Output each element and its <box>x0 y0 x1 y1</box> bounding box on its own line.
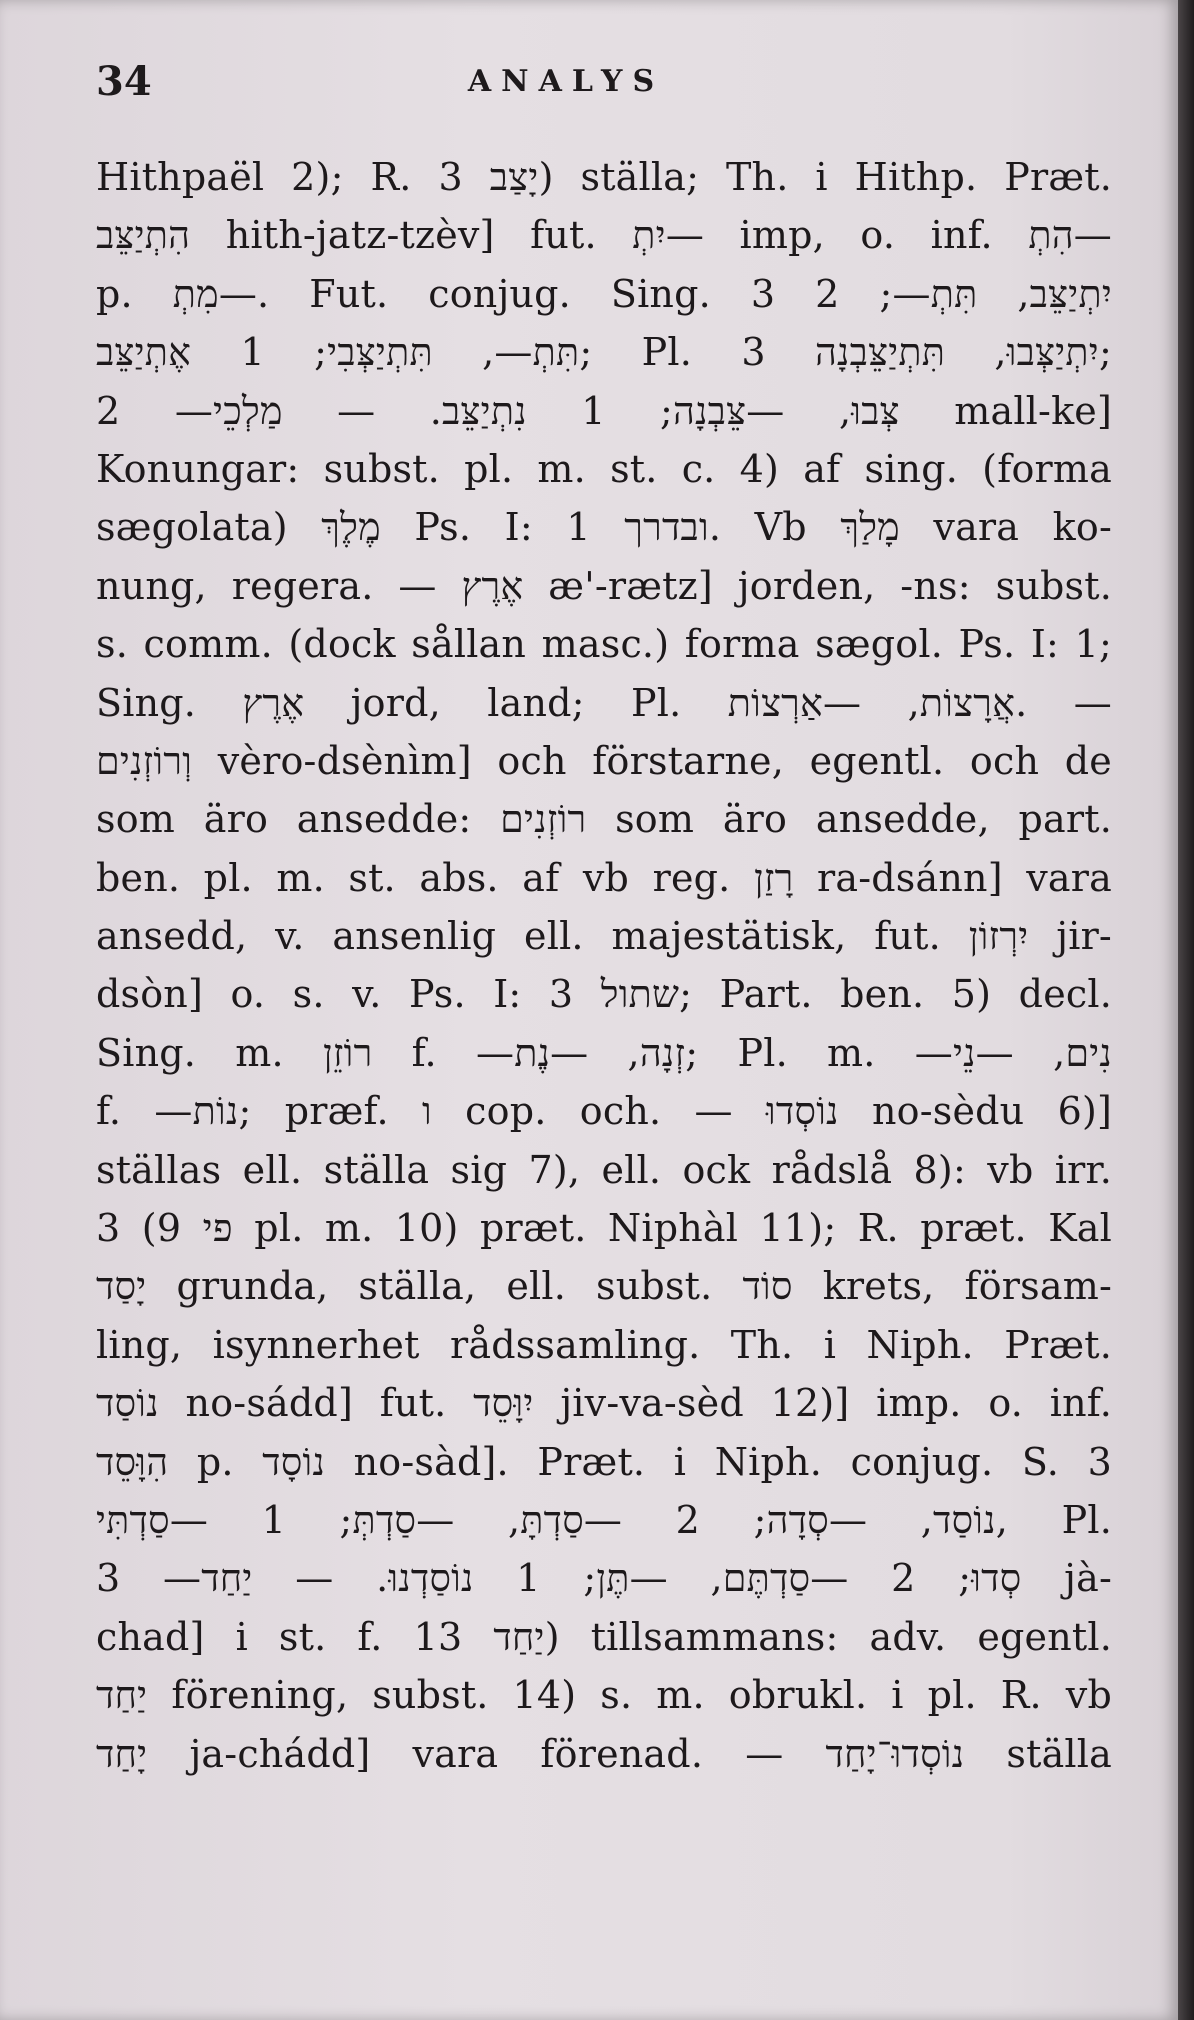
text-line: nung, regera. — אֶרֶץ æ'-rætz] jorden, -ns: subst. <box>96 563 1112 608</box>
text-line: Sing. m. רוֹזֵן f. —זְנָה, —נֶת; Pl. m. —נִים, —נֵי <box>96 1030 1112 1075</box>
text-line: ställas ell. ställa sig 7), ell. ock rådslå 8): vb irr. <box>96 1147 1112 1192</box>
text-line: ben. pl. m. st. abs. af vb reg. רָזַן ra-dsánn] vara <box>96 855 1112 900</box>
text-line: p. מִתְ—. Fut. conjug. Sing. 3 יִתְיַצֵּב, תִּתְ—; 2 <box>96 271 1112 316</box>
text-line: תִּתְ—, תִּתְיַצְּבִי; 1 אֶתְיַצֵּב; Pl. 3 יִתְיַצְּבוּ, תִּתְיַצֵּבְנָה; <box>96 330 1112 375</box>
text-line: פי 9) 3 pl. m. 10) præt. Niphàl 11); R. præt. Kal <box>96 1206 1112 1251</box>
page-number: 34 <box>96 58 152 105</box>
running-head <box>96 58 1116 108</box>
text-line: chad] i st. f. יַחַד 13) tillsammans: adv. egentl. <box>96 1614 1112 1659</box>
text-line: יַחַד förening, subst. 14) s. m. obrukl. i pl. R. vb <box>96 1673 1112 1718</box>
text-line: f. —נוֹת; præf. ו cop. och. — נוֹסְדוּ no-sèdu 6)] <box>96 1089 1112 1134</box>
text-line: יָסַד grunda, ställa, ell. subst. סוֹד krets, försam- <box>96 1264 1112 1309</box>
text-line: נוֹסַד, —סְדָה; 2 —סַדְתָּ, —סַדְתְּ; 1 —סַדְתִּי, Pl. <box>96 1497 1112 1542</box>
text-line: dsòn] o. s. v. Ps. I: 3 שתול; Part. ben. 5) decl. <box>96 972 1112 1017</box>
text-line: Konungar: subst. pl. m. st. c. 4) af sing. (forma <box>96 446 1112 491</box>
body-text <box>96 148 1112 1783</box>
text-line: 3 —סְדוּ; 2 —סַדְתֶּם, —תֶּן; 1 נוֹסַדְנוּ. — יַחַד jà- <box>96 1556 1112 1601</box>
text-line: יָחַד ja-chádd] vara förenad. — נוֹסְדוּ־יָחַד ställa <box>96 1731 1112 1776</box>
text-line: Hithpaël 2); R. יָצַב 3) ställa; Th. i Hithp. Præt. <box>96 155 1112 199</box>
text-line: Sing. אֶרֶץ jord, land; Pl. אֲרָצוֹת, —אַרְצוֹת. — <box>96 680 1112 725</box>
text-line: s. comm. (dock sållan masc.) forma sægol. Ps. I: 1; <box>96 622 1112 667</box>
book-spine-shadow <box>1178 0 1194 2020</box>
text-line: נוֹסַד no-sádd] fut. יִוָּסֵד jiv-va-sèd 12)] imp. o. inf. <box>96 1381 1112 1426</box>
text-line: som äro ansedde: רוֹזְנִים som äro ansedde, part. <box>96 797 1112 842</box>
text-line: ling, isynnerhet rådssamling. Th. i Niph. Præt. <box>96 1322 1112 1367</box>
text-line: וְרוֹזְנִים vèro-dsènìm] och förstarne, egentl. och de <box>96 738 1112 783</box>
running-head-title: ANALYS <box>467 64 665 99</box>
text-line: sægolata) מֶלֶךְ Ps. I: 1 ובדרך. Vb מָלַךְ vara ko- <box>96 505 1112 550</box>
text-line: ansedd, v. ansenlig ell. majestätisk, fut. יִרְזוֹן jir- <box>96 914 1112 959</box>
text-line: הִתְיַצֵּב hith-jatz-tzèv] fut. יִתְ— imp, o. inf. הִתְ— <box>96 213 1112 258</box>
text-line: הִוָּסֵד p. נוֹסָד no-sàd]. Præt. i Niph. conjug. S. 3 <box>96 1439 1112 1484</box>
text-line: 2 —צְּבוּ, —צֵּבְנָה; 1 נִתְיַצֵּב. — מַלְכֵי mall-ke] <box>96 388 1112 433</box>
